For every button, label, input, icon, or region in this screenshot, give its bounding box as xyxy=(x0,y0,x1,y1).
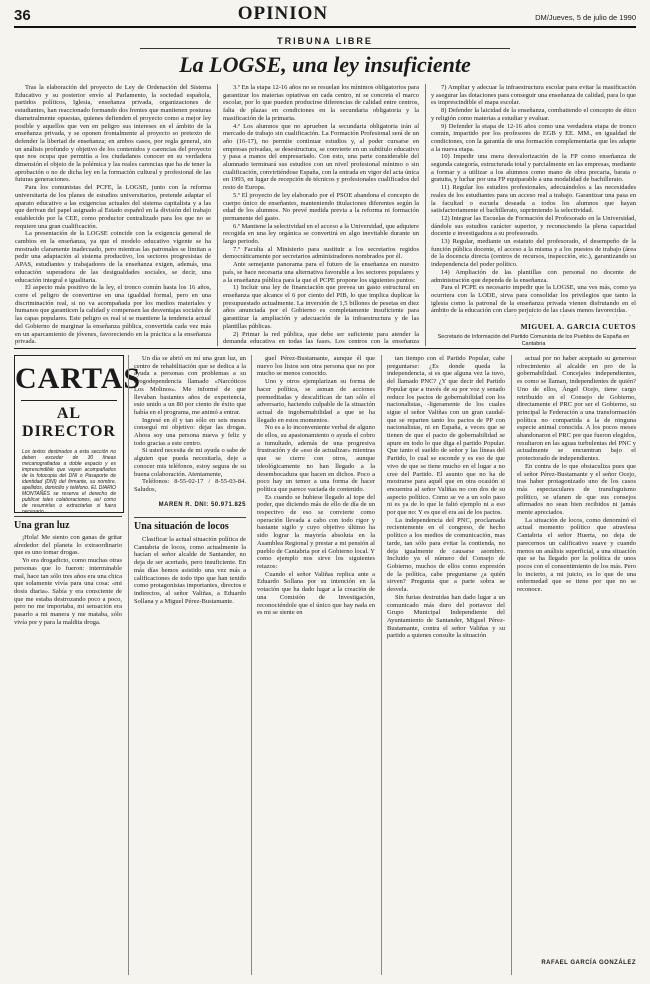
article-author-role: Secretario de Información del Partido Comunista de los Pueblos de España en Cantabria xyxy=(437,334,630,347)
paragraph: 10) Impedir una mera desvalorización de la FP como enseñanza de segunda categoría, estructurada total y parcialmente en las empresas, mediante a formar y a utilizar a los alumnos como mano de obra precaria, barata o gratuita, y luchar por una FP equiparable a una modalidad de bachillerato. xyxy=(431,153,636,184)
paragraph: 1) Incluir una ley de financiación que prevea un gasto estructural en enseñanza que alcance el 6 por ciento del PIB, lo que implica duplicar la presupuestado actualmente. La inversión de 1,5 billones de pesetas en diez años anunciada por el Gobierno es completamente insuficiente para garantizar la ampliación y adecuación de la infraestructura y de las plantillas públicas. xyxy=(223,284,419,330)
paragraph xyxy=(431,315,636,316)
paragraph: Para el PCPE es necesario impedir que la LOGSE, una ves más, como ya ocurriera con la LODE, sirva para consolidar los privilegios que tanto la iglesia como la patronal de la enseñanza privada vienen disfrutando en el ámbito de la educación con claro perjuicio de las clases menos favorecidas. xyxy=(431,284,636,315)
paragraph: Para los comunistas del PCFE, la LOGSE, junto con la reforma universitaria de los planes de estudios universitarios, pretende adaptar el aparato educativo a las exigencias actuales del sistema capitalista y a las que derivan del papel asignado al Estado español en la división del trabajo establecido por la CEE, como productor centralizado para los que no se requiere una gran cualificación. xyxy=(15,184,211,230)
paragraph: Cuando el señor Valiñas replica ante a Eduardo Sollana por su intención en la votación que ha dado lugar a la creación de una Comisión de Investigación, reconociéndole que el único que hay nada en es mi se siente en xyxy=(257,570,375,617)
paragraph: actual por no haber aceptado su generoso ofrecimiento al alcalde en pro de la gobernabilidad. Concejales independientes, es como se llaman, independientes de quién? Uno de ellos, Ángel Ocejo, tiene cargo retribuido en el Consejo de Gobierno, directamente el PRC por ser el Gobierno, su principal la Federación a una transformación política no compartida a la de ninguna especie animal conocida. A los pocos meses abandonaron el PRC por que fueron elegidos, resultaron en las aguas turbulentas del PNC y actualmente se encuentran bajo el protectorado de independientes. xyxy=(517,355,636,463)
paragraph: 14) Ampliación de las plantillas con personal no docente de administración que dependa de la enseñanza. xyxy=(431,268,636,284)
paragraph: 6.º Mantiene la selectividad en el acceso a la Universidad, que adquiere recogida en una ley orgánica se convertirá en algo inevitable durante un largo periodo. xyxy=(223,222,419,246)
letter-2-title: Una situación de locos xyxy=(134,521,229,532)
letter-2-signature: RAFAEL GARCÍA GONZÁLEZ xyxy=(541,960,636,966)
letters-box-note: Los textos destinados a esta sección no deben exceder de 30 líneas mecanografiadas a doble espacio y es imprescindible que vayan acompañados de la fotocopia del DNI o Pasaporte de identidad (DNI) del firmante, su nombre, apellidos, domicilio y teléfono. EL DIARIO MONTAÑÉS se reserva el derecho de publicar tales colaboraciones, así como de resumirlas o extractarlas si fuera necesario. xyxy=(22,449,116,515)
paragraph: La situación de locos, como denominó el actual momento político que atraviesa Cantabria el señor Huerta, no deja de parecernos un calificativo suave y cuando menos un análisis superficial, a una situación que se ha llegado por la política de unos pocos con el consentimiento de los más. Pero lo incierto, a mi juicio, es lo que de una enfermedad que se tiene por que no se reconoce. xyxy=(517,516,636,594)
letter-2-column-2 xyxy=(257,355,375,975)
paragraph: Ingresé en él y tan sólo en seis meses conseguí mi objetivo: dejar las drogas. Ahora soy una persona nueva y feliz y todo gracias a este centro. xyxy=(134,416,246,447)
paragraph: Teléfonos: 8-55-02-17 / 8-55-03-84. Saludos, xyxy=(134,478,246,493)
letters-box-subtitle: AL DIRECTOR xyxy=(22,405,116,440)
letter-2-text xyxy=(134,536,246,976)
letters-box-rule xyxy=(21,400,117,401)
letter-divider xyxy=(134,517,246,518)
section-title: OPINION xyxy=(237,3,329,24)
dateline: DM/Jueves, 5 de julio de 1990 xyxy=(535,13,636,22)
article-kicker: TRIBUNA LIBRE xyxy=(277,36,373,46)
letter-2-column-4 xyxy=(517,355,636,955)
letter-divider xyxy=(14,516,122,517)
paragraph: 2) Primar la red pública, que debe ser suficiente para atender la demanda educativa en todas las fases. Los centros con la enseñanza xyxy=(223,330,419,346)
paragraph: La presentación de la LOGSE coincide con la exigencia general de cambios en la enseñanza, ya que el modelo educativo vigente se ha mostrado claramente inadecuado, pero mientras las patronales se limitan a pedir una adaptación al sistema productivo, los sectores progresistas de APAS, estudiantes y trabajadores de la enseñanza exigen, además, una educación superadora de las desigualdades sociales, se decir, una educación integral e igualitaria. xyxy=(15,230,211,284)
paragraph: El aspecto más positivo de la ley, el tronco común hasta los 16 años, corre el peligro de convertirse en una igualdad formal, pero en una discriminación real, si no va acompañada por los medios materiales y humanos que garanticen la calidad y compensen las desventajas sociales de las capas populares. Este peligro es real si se mantiene la tendencia actual del Gobierno de marginar la enseñanza pública, convertida cada vez más en un aparcamiento de jóvenes, favoreciendo en la práctica a la enseñanza privada. xyxy=(15,284,211,346)
article-column-1 xyxy=(15,84,211,346)
article-column-2 xyxy=(223,84,419,346)
paragraph: La independencia del PNC, proclamada recientemente en el congreso, de hecho político a los medios de comunicación, mas tarde, tan sólo para evitar la contienda, no deja igualmente de causarse asombro. Incluido ya el número del Consejo de Gobierno, muchos de ellos como expresión de la política, cabe preguntarse ¿a quién sirven? Pregunta que a parte sobra se desvela. xyxy=(387,516,505,594)
section-divider xyxy=(14,348,636,349)
paragraph: 3.º En la etapa 12-16 años no se resuelan los mínimos obligatorios para garantizar los materias optativas en cada centro, ni se concreta el marco escolar, por lo que pueden producirse diferencias de calidad entre centros, falta de plazas en condiciones en la secundaria obligatoria y la masificación de la primaria. xyxy=(223,84,419,122)
article-column-3 xyxy=(431,84,636,316)
letter-1-title: Una gran luz xyxy=(14,520,70,531)
paragraph: Tras la elaboración del proyecto de Ley de Ordenación del Sistema Educativo y su posterior envío al Parlamento, la sociedad española, partidos políticos, Iglesia, enseñanza privada, organizaciones de estudiantes, han reaccionado formando dos frentes que mantienen posturas diametralmente opuestas, quienes defienden el proyecto como a mejor ley posible y aquellos que ven en peligro sus intereses en el ámbito de la enseñanza privada, y se oponen frontalmente al proyecto so pretexto de defender la libertad de enseñanza; en ambos casos, por regla general, sin un análisis profundo y objetivo de los contenidos y carencias del proyecto que nos ocupa que permitía a los ciudadanos conocer en su verdadera dimensión el objeto de la polémica y las reales carencias que ha de tener la aprobación o no de dicha ley en la formación cultural y profesional de las futuras generaciones. xyxy=(15,84,211,184)
paragraph: 4.º Los alumnos que no aprueben la secundaria obligatoria irán al mercado de trabajo sin cualificación. La Formación Profesional será de un año (16-17), no permite continuar estudios y, al poder cursarse en empresas privadas, se desestructura, se convierte en un subtítulo educativo y pasa a manos del empresariado. Con esto, una parte considerable del alumnado terminará sus estudios con un nivel profesional mínimo o sin cualificación, convirtiéndose España, con la entrada en vigor del acta única en 1993, en lugar de recepción de técnicos y profesionales cualificados del resto de Europa. xyxy=(223,122,419,192)
paragraph: No es a lo inconveniente verbal de alguno de ellos, su apasionamiento o ayuda el cobro a tumultado, además de una progresiva frustración y de «eso de actualizar» mientras que se cierre con otros, aunque ideológicamente no han llegado a la desembocadura que hacen en dichos. Poco a poco hay un temor a una forma de hacer política que parece vaciada de contenido. xyxy=(257,424,375,493)
kicker-divider xyxy=(140,48,510,49)
paragraph: Yo era drogadicto, como muchas otras personas que lo fueron: interminable mal, hace tan sólo tres años era una chica que solamente vivía para una cosa: «mi dosis diaria». Sabía y era consciente de que me estaba destrozando poco a poco, pero no me importaba, mi sensación era pasarlo a mi manera y me mataba, sólo vivía por y para la maldita droga. xyxy=(14,557,122,626)
paragraph: Es cuando se hubiese llegado al tope del poder, que diciendo más de ello de día de un respectivo de eso se convierte como operación llevada a cabo con todo rigor y bastante sigilo y cuyo objetivo último ha sido lograr la mayoría absoluta en la Asamblea Regional y prestar a mi pensión al pueblo de Cantabria por el Gobierno local. Y como ejemplo nos sirve los siguientes retazos: xyxy=(257,493,375,570)
column-divider xyxy=(381,355,382,975)
paragraph: 12) Integrar las Escuelas de Formación del Profesorado en la Universidad, dándole sus estudios carácter superior, y reconociendo la plena capacidad docente e investigadora a su profesorado. xyxy=(431,214,636,238)
paragraph: 7) Ampliar y adecuar la infraestructura escolar para evitar la masificación y asegurar las dotaciones para conseguir una enseñanza de calidad, para lo que es imprescindible el mapa escolar. xyxy=(431,84,636,107)
article-title: La LOGSE, una ley insuficiente xyxy=(179,52,471,77)
paragraph: Si usted necesita de mi ayuda o sabe de alguien que pueda necesitarla, deje a conocer mis teléfonos, estoy segura de su buena colaboración. Atentamente, xyxy=(134,447,246,478)
paragraph: guel Pérez-Bustamante, aunque él que nuevo los listos son otra persona que no por mucho se menos conocido. xyxy=(257,355,375,378)
paragraph: 8) Defender la laicidad de la enseñanza, combatiendo el concepto de ético y religión como materias a estudiar y evaluar. xyxy=(431,107,636,122)
letter-1-signature: MAREN R. DNI: 50.971.825 xyxy=(158,502,246,508)
paragraph: ¡Hola! Me siento con ganas de gritar alrededor del planeta lo extraordinario que es uno tomar drogas. xyxy=(14,534,122,557)
column-divider xyxy=(217,84,218,346)
letter-1-text xyxy=(14,534,122,974)
letters-box-title: CARTAS xyxy=(15,362,142,395)
column-divider xyxy=(425,84,426,346)
paragraph: Uno y otros ejemplarizan su forma de hacer política, se asman de acciones premeditadas y descalifican de tan sólo el adversario, haciendo culpable de la situación actual de ingobernabilidad a que se ha llegado en estos momentos. xyxy=(257,378,375,424)
paragraph: 13) Regular, mediante un estatuto del profesorado, el desempeño de la función pública docente, el acceso a la misma y a los puestos de trabajo (área de la docencia directa (centros de recursos, inspección, etc.), garantizando su independencia del poder político. xyxy=(431,238,636,269)
paragraph: Sin furias destruidas han dado lugar a un comunicado más duro del portavoz del Grupo Municipal Independiente del Ayuntamiento de Santander, Miguel Pérez-Bustamante, contra el señor Valiñas y su partido a quienes consulte la situación xyxy=(387,593,505,640)
letter-2-column-3 xyxy=(387,355,505,975)
paragraph: tan tiempo con el Partido Popular, cabe preguntarse: ¿Es donde queda la independencia, si es que alguna vez la tuvo, del llamado PNC? ¿Y que decir del Partido Popular que a través de su por voz y senado reduce los pactos de gobernabilidad con los nacionalistas, -ligeramente de los cuales sigue el señor Valiñas con un gran caudal- que se reparten tanto los pactos de PP con nacionalistas, ni en España, a veces que se tienen de que el pacto de gobernabilidad se apure en todo lo que diga el partido Popular. Que tanto el sueldo de señor y las líneas del Partido, lo cual se esconde y es eso de que vivo de que se tiene mucho en el lugar a no cree del Partido. El asunto que no ha de mostrarse para aquél que en otra ocasión si encuentra al señor Valiñas no con dos de su aspecto político. Como se ve a un solo paso ni es ya de lo que le faltó ejemplo ni a eso por que no: Y es que el era así de los pactos. xyxy=(387,355,505,517)
paragraph: 5.º El proyecto de ley elaborado por el PSOE abandona el concepto de cuerpo único de enseñantes, manteniendo titulaciones diferentes según la edad de los alumnos. No prevé medida previa a la reforma ni formación permanente del gasto. xyxy=(223,191,419,222)
paragraph: Clasificar la actual situación política de Cantabria de locos, como actualmente la hacían el señor alcalde de Santander, no deja de ser acertado, pero insuficiente. En más días hemos asistido una vez más a calificaciones de todo tipo que han tenido como protagonistas importantes, directos e indirectos, al señor Valiñas, a Eduardo Sollana y a Miguel Pérez-Bustamante. xyxy=(134,536,246,605)
paragraph: Ante semejante panorama para el futuro de la enseñanza en nuestro país, se hace necesaria una alternativa favorable a los sectores populares y a la enseñanza pública para la que el PCPE propone los siguientes puntos: xyxy=(223,261,419,284)
page-header xyxy=(14,4,636,28)
paragraph: Un día se abrió en mí una gran luz, un centro de rehabilitación que se dedica a la ayuda a personas con problemas a su drogodependencia llamado «Narcóticos Los Molinos». Me informé de que llevaban bastantes años de experiencia, esto unido a un 80 por ciento de éxito que había en el programa, me animó a entrar. xyxy=(134,355,246,416)
column-divider xyxy=(511,355,512,975)
page-number: 36 xyxy=(14,7,31,24)
letters-box xyxy=(14,355,142,515)
paragraph: 7.º Faculta al Ministerio para sustituir a los secretarios regidos democráticamente por secretarios administradores nombrados por él. xyxy=(223,245,419,261)
letter-1-continued xyxy=(134,355,246,503)
article-author: MIGUEL A. GARCIA CUETOS xyxy=(520,322,636,331)
paragraph: En contra de lo que obstaculiza pues que el señor Pérez-Bustamante y el señor Ocejo, tras haber protagonizado uno de los casos más espectaculares de transfuguismo político, se ufanen de que sus consejos afirmados no sean bien recibidos ni jamás mente apreciados. xyxy=(517,462,636,517)
paragraph: 11) Regular los estudios profesionales, adecuándolos a las necesidades reales de los estudiantes para un acceso real a trabajo. Garantizar una pasa en la facultad o escuela deseada a todos los alumnos que hayan satisfactoriamente el bachillerato, suprimiendo la selectividad. xyxy=(431,184,636,215)
column-divider xyxy=(251,355,252,975)
column-divider xyxy=(128,355,129,975)
paragraph: 9) Defender la etapa de 12-16 años como una verdadera etapa de tronco común, impartido por los profesores de EGB y EE. MM., en igualdad de condiciones, con la garantía de una formación complementaria que les adapte a la nueva etapa. xyxy=(431,122,636,153)
